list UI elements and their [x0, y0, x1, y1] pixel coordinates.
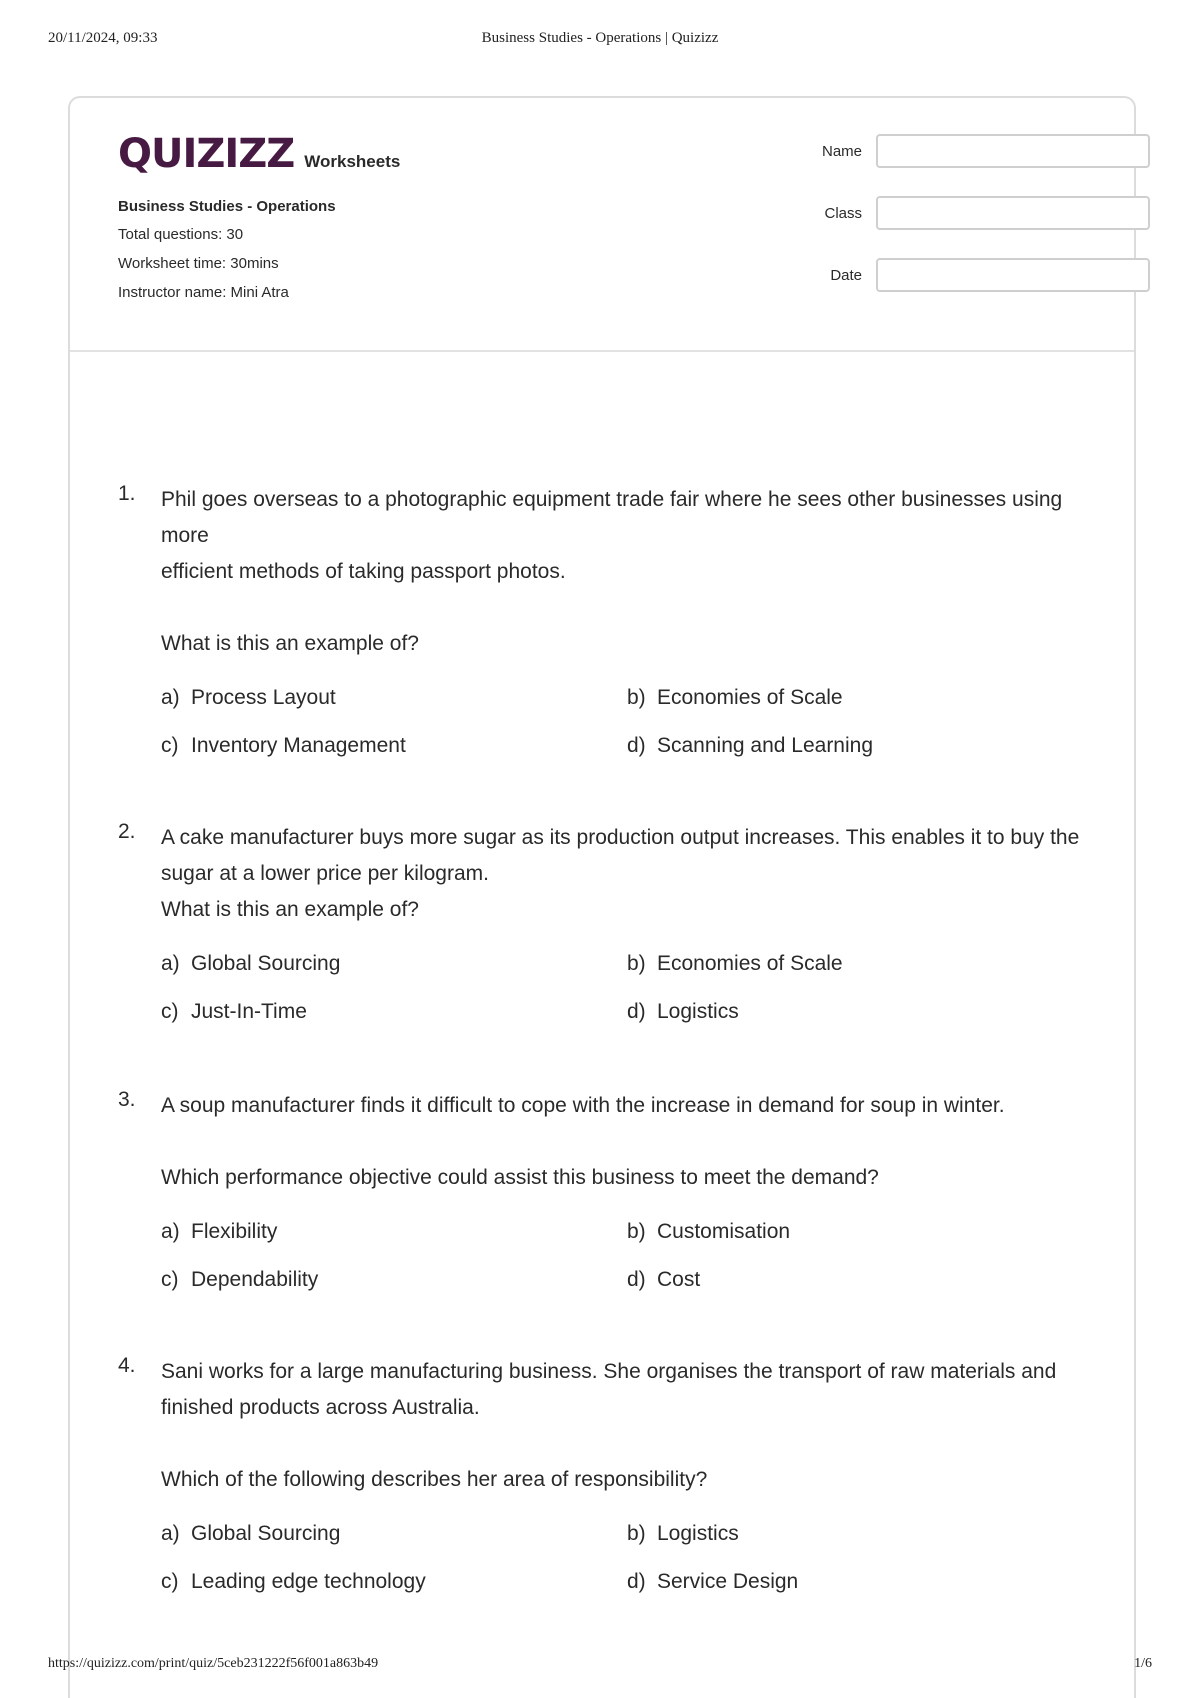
logo-product: Worksheets	[304, 152, 401, 171]
option-a[interactable]	[161, 1522, 340, 1546]
option-letter: c)	[161, 734, 179, 757]
worksheet-title: Business Studies - Operations	[118, 198, 336, 215]
option-d[interactable]	[627, 1570, 798, 1594]
name-field[interactable]	[876, 134, 1150, 168]
class-field[interactable]	[876, 196, 1150, 230]
question-number: 2.	[118, 820, 136, 843]
print-datetime: 20/11/2024, 09:33	[48, 30, 158, 46]
option-letter: a)	[161, 1522, 180, 1545]
question-prompt: Which of the following describes her area of responsibility?	[161, 1468, 708, 1491]
option-letter: c)	[161, 1570, 179, 1593]
option-b[interactable]	[627, 952, 843, 976]
print-footer	[48, 1656, 1152, 1678]
option-d[interactable]	[627, 1268, 700, 1292]
question-number: 4.	[118, 1354, 136, 1377]
question-line: Sani works for a large manufacturing business. She organises the transport of raw materials and finished products across Australia.	[161, 1360, 1057, 1419]
option-letter: a)	[161, 1220, 180, 1243]
option-letter: c)	[161, 1268, 179, 1291]
option-letter: a)	[161, 686, 180, 709]
option-a[interactable]	[161, 952, 340, 976]
question-text	[161, 1088, 1086, 1196]
option-c[interactable]	[161, 1570, 426, 1594]
question-text	[161, 482, 1086, 662]
worksheet-time: Worksheet time: 30mins	[118, 255, 279, 272]
date-label: Date	[830, 266, 862, 284]
option-b[interactable]	[627, 686, 843, 710]
question-prompt: What is this an example of?	[161, 898, 419, 921]
option-text: Service Design	[657, 1570, 799, 1593]
option-letter: b)	[627, 952, 646, 975]
class-label: Class	[824, 204, 862, 222]
question-line: Phil goes overseas to a photographic equipment trade fair where he sees other businesses using more	[161, 488, 1063, 547]
option-text: Global Sourcing	[191, 1522, 341, 1545]
option-text: Flexibility	[191, 1220, 278, 1243]
option-c[interactable]	[161, 734, 406, 758]
option-letter: d)	[627, 1570, 646, 1593]
option-letter: a)	[161, 952, 180, 975]
option-text: Logistics	[657, 1000, 739, 1023]
option-text: Leading edge technology	[191, 1570, 426, 1593]
option-a[interactable]	[161, 686, 336, 710]
worksheet-card	[68, 96, 1136, 1698]
option-b[interactable]	[627, 1220, 790, 1244]
option-c[interactable]	[161, 1268, 318, 1292]
option-text: Process Layout	[191, 686, 336, 709]
question-number: 3.	[118, 1088, 136, 1111]
class-field-row	[750, 196, 1150, 230]
question-line: efficient methods of taking passport photos.	[161, 560, 566, 583]
page-number: 1/6	[1134, 1656, 1152, 1671]
option-text: Cost	[657, 1268, 701, 1291]
option-c[interactable]	[161, 1000, 307, 1024]
option-letter: c)	[161, 1000, 179, 1023]
question-prompt: Which performance objective could assist this business to meet the demand?	[161, 1166, 879, 1189]
date-field-row	[750, 258, 1150, 292]
option-text: Scanning and Learning	[657, 734, 874, 757]
question-number: 1.	[118, 482, 136, 505]
option-text: Inventory Management	[191, 734, 406, 757]
option-letter: d)	[627, 734, 646, 757]
option-text: Logistics	[657, 1522, 739, 1545]
option-letter: d)	[627, 1268, 646, 1291]
worksheet-meta	[118, 198, 336, 313]
print-page-title: Business Studies - Operations | Quizizz	[481, 30, 719, 46]
option-letter: b)	[627, 686, 646, 709]
option-text: Dependability	[191, 1268, 319, 1291]
logo-wordmark: QUIZIZZ	[118, 131, 295, 177]
name-field-row	[750, 134, 1150, 168]
print-header	[48, 30, 1152, 52]
option-d[interactable]	[627, 734, 873, 758]
instructor-name: Instructor name: Mini Atra	[118, 284, 289, 301]
option-letter: b)	[627, 1522, 646, 1545]
print-url: https://quizizz.com/print/quiz/5ceb231222f56f001a863b49	[48, 1656, 379, 1671]
option-a[interactable]	[161, 1220, 277, 1244]
date-field[interactable]	[876, 258, 1150, 292]
option-text: Economies of Scale	[657, 952, 843, 975]
question-prompt: What is this an example of?	[161, 632, 419, 655]
question-line: A soup manufacturer finds it difficult to cope with the increase in demand for soup in winter.	[161, 1094, 1005, 1117]
option-letter: d)	[627, 1000, 646, 1023]
option-text: Global Sourcing	[191, 952, 341, 975]
option-text: Just-In-Time	[191, 1000, 307, 1023]
question-text	[161, 820, 1086, 928]
option-text: Customisation	[657, 1220, 791, 1243]
option-text: Economies of Scale	[657, 686, 843, 709]
option-letter: b)	[627, 1220, 646, 1243]
question-text	[161, 1354, 1086, 1498]
option-b[interactable]	[627, 1522, 739, 1546]
name-label: Name	[821, 142, 862, 160]
worksheet-header	[70, 98, 1134, 352]
quizizz-logo	[118, 131, 401, 177]
option-d[interactable]	[627, 1000, 739, 1024]
question-line: A cake manufacturer buys more sugar as its production output increases. This enables it to buy the sugar at a lower price per kilogram.	[161, 826, 1080, 885]
total-questions: Total questions: 30	[118, 226, 244, 243]
